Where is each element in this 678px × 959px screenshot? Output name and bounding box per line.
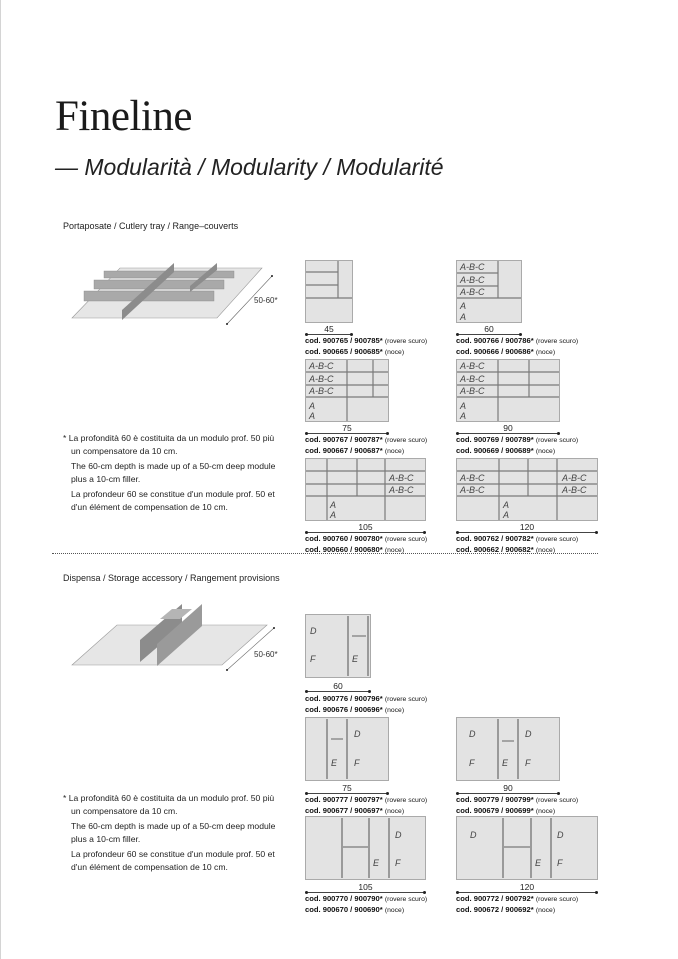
section-divider	[52, 553, 598, 554]
width-label: 75	[342, 423, 352, 433]
product-codes: cod. 900767 / 900787* (rovere scuro) cod. 900667 / 900687* (noce)	[305, 435, 428, 455]
dimension-line	[306, 334, 352, 335]
compartment-label: A	[460, 301, 467, 311]
depth-label: 50-60*	[254, 296, 278, 305]
compartment-label: F	[469, 758, 475, 768]
note-french: La profondeur 60 se constitue d'un module prof. 50 et d'un élément de compensation de 10 cm.	[71, 489, 275, 512]
width-label: 60	[333, 681, 343, 691]
module-storage-90	[456, 717, 560, 781]
page-subtitle: — Modularità / Modularity / Modularité	[55, 154, 444, 180]
compartment-label: F	[395, 858, 401, 868]
compartment-label: A-B-C	[309, 361, 334, 371]
dimension-line	[457, 433, 559, 434]
depth-label: 50-60*	[254, 650, 278, 659]
depth-note	[63, 432, 283, 516]
compartment-label: A-B-C	[309, 386, 334, 396]
note-french: La profondeur 60 se constitue d'un module prof. 50 et d'un élément de compensation de 10 cm.	[71, 849, 275, 872]
compartment-label: D	[469, 729, 476, 739]
product-codes: cod. 900776 / 900796* (rovere scuro) cod. 900676 / 900696* (noce)	[305, 694, 428, 714]
product-codes: cod. 900760 / 900780* (rovere scuro) cod. 900660 / 900680* (noce)	[305, 534, 428, 554]
dimension-line	[457, 892, 597, 893]
depth-note	[63, 792, 283, 876]
compartment-label: A	[503, 510, 510, 520]
note-english: The 60-cm depth is made up of a 50-cm deep module plus a 10-cm filler.	[71, 821, 276, 844]
module-storage-60	[305, 614, 371, 678]
dimension-line	[306, 892, 425, 893]
module-cutlery-45	[305, 260, 353, 323]
compartment-label: D	[395, 830, 402, 840]
compartment-label: A	[503, 500, 510, 510]
module-cutlery-90	[456, 359, 560, 422]
compartment-label: D	[354, 729, 361, 739]
dimension-line	[457, 532, 597, 533]
compartment-label: A	[309, 401, 316, 411]
compartment-label: D	[310, 626, 317, 636]
width-label: 120	[519, 882, 535, 892]
compartment-label: A-B-C	[460, 473, 485, 483]
product-codes: cod. 900772 / 900792* (rovere scuro) cod. 900672 / 900692* (noce)	[456, 894, 579, 914]
compartment-label: A-B-C	[460, 386, 485, 396]
dimension-line	[457, 793, 559, 794]
product-codes: cod. 900765 / 900785* (rovere scuro) cod. 900665 / 900685* (noce)	[305, 336, 428, 356]
compartment-label: A	[460, 411, 467, 421]
compartment-label: A-B-C	[460, 374, 485, 384]
compartment-label: E	[373, 858, 380, 868]
compartment-label: A-B-C	[562, 473, 587, 483]
product-codes: cod. 900766 / 900786* (rovere scuro) cod. 900666 / 900686* (noce)	[456, 336, 579, 356]
compartment-label: A-B-C	[460, 262, 485, 272]
compartment-label: A	[460, 401, 467, 411]
module-storage-120	[456, 816, 598, 880]
section-label-storage-accessory: Dispensa / Storage accessory / Rangement provisions	[63, 573, 280, 583]
compartment-label: D	[525, 729, 532, 739]
product-codes: cod. 900779 / 900799* (rovere scuro) cod. 900679 / 900699* (noce)	[456, 795, 579, 815]
product-codes: cod. 900762 / 900782* (rovere scuro) cod. 900662 / 900682* (noce)	[456, 534, 579, 554]
compartment-label: A-B-C	[460, 275, 485, 285]
compartment-label: A	[309, 411, 316, 421]
page-edge	[0, 0, 1, 959]
compartment-label: F	[525, 758, 531, 768]
compartment-label: E	[502, 758, 509, 768]
compartment-label: A-B-C	[562, 485, 587, 495]
module-storage-105	[305, 816, 426, 880]
product-codes: cod. 900769 / 900789* (rovere scuro) cod. 900669 / 900689* (noce)	[456, 435, 579, 455]
note-english: The 60-cm depth is made up of a 50-cm deep module plus a 10-cm filler.	[71, 461, 276, 484]
cutlery-tray-illustration	[62, 258, 292, 330]
width-label: 60	[484, 324, 494, 334]
module-cutlery-60	[456, 260, 522, 323]
storage-accessory-illustration	[62, 600, 292, 672]
compartment-label: F	[557, 858, 563, 868]
compartment-label: E	[535, 858, 542, 868]
width-label: 45	[324, 324, 334, 334]
product-codes: cod. 900770 / 900790* (rovere scuro) cod. 900670 / 900690* (noce)	[305, 894, 428, 914]
width-label: 105	[358, 522, 373, 532]
compartment-label: A-B-C	[460, 361, 485, 371]
dimension-line	[306, 532, 425, 533]
compartment-label: A-B-C	[460, 287, 485, 297]
module-cutlery-75	[305, 359, 389, 422]
compartment-label: A	[330, 500, 337, 510]
compartment-label: A	[460, 312, 467, 322]
compartment-label: A-B-C	[389, 485, 414, 495]
dimension-line	[457, 334, 521, 335]
compartment-label: D	[557, 830, 564, 840]
note-italian: * La profondità 60 è costituita da un modulo prof. 50 più un compensatore da 10 cm.	[63, 793, 275, 816]
compartment-label: A	[330, 510, 337, 520]
dimension-line	[306, 793, 388, 794]
product-codes: cod. 900777 / 900797* (rovere scuro) cod. 900677 / 900697* (noce)	[305, 795, 428, 815]
compartment-label: A-B-C	[389, 473, 414, 483]
module-storage-75	[305, 717, 389, 781]
compartment-label: F	[310, 654, 316, 664]
compartment-label: F	[354, 758, 360, 768]
dimension-line	[306, 691, 370, 692]
compartment-label: D	[470, 830, 477, 840]
note-italian: * La profondità 60 è costituita da un modulo prof. 50 più un compensatore da 10 cm.	[63, 433, 275, 456]
page-title: Fineline	[55, 93, 192, 140]
width-label: 75	[342, 783, 352, 793]
compartment-label: E	[331, 758, 338, 768]
width-label: 120	[519, 522, 535, 532]
module-cutlery-105	[305, 458, 426, 521]
compartment-label: A-B-C	[460, 485, 485, 495]
width-label: 105	[358, 882, 373, 892]
module-cutlery-120	[456, 458, 598, 521]
width-label: 90	[503, 423, 513, 433]
width-label: 90	[503, 783, 513, 793]
section-label-cutlery-tray: Portaposate / Cutlery tray / Range–couverts	[63, 221, 239, 231]
compartment-label: A-B-C	[309, 374, 334, 384]
compartment-label: E	[352, 654, 359, 664]
dimension-line	[306, 433, 388, 434]
